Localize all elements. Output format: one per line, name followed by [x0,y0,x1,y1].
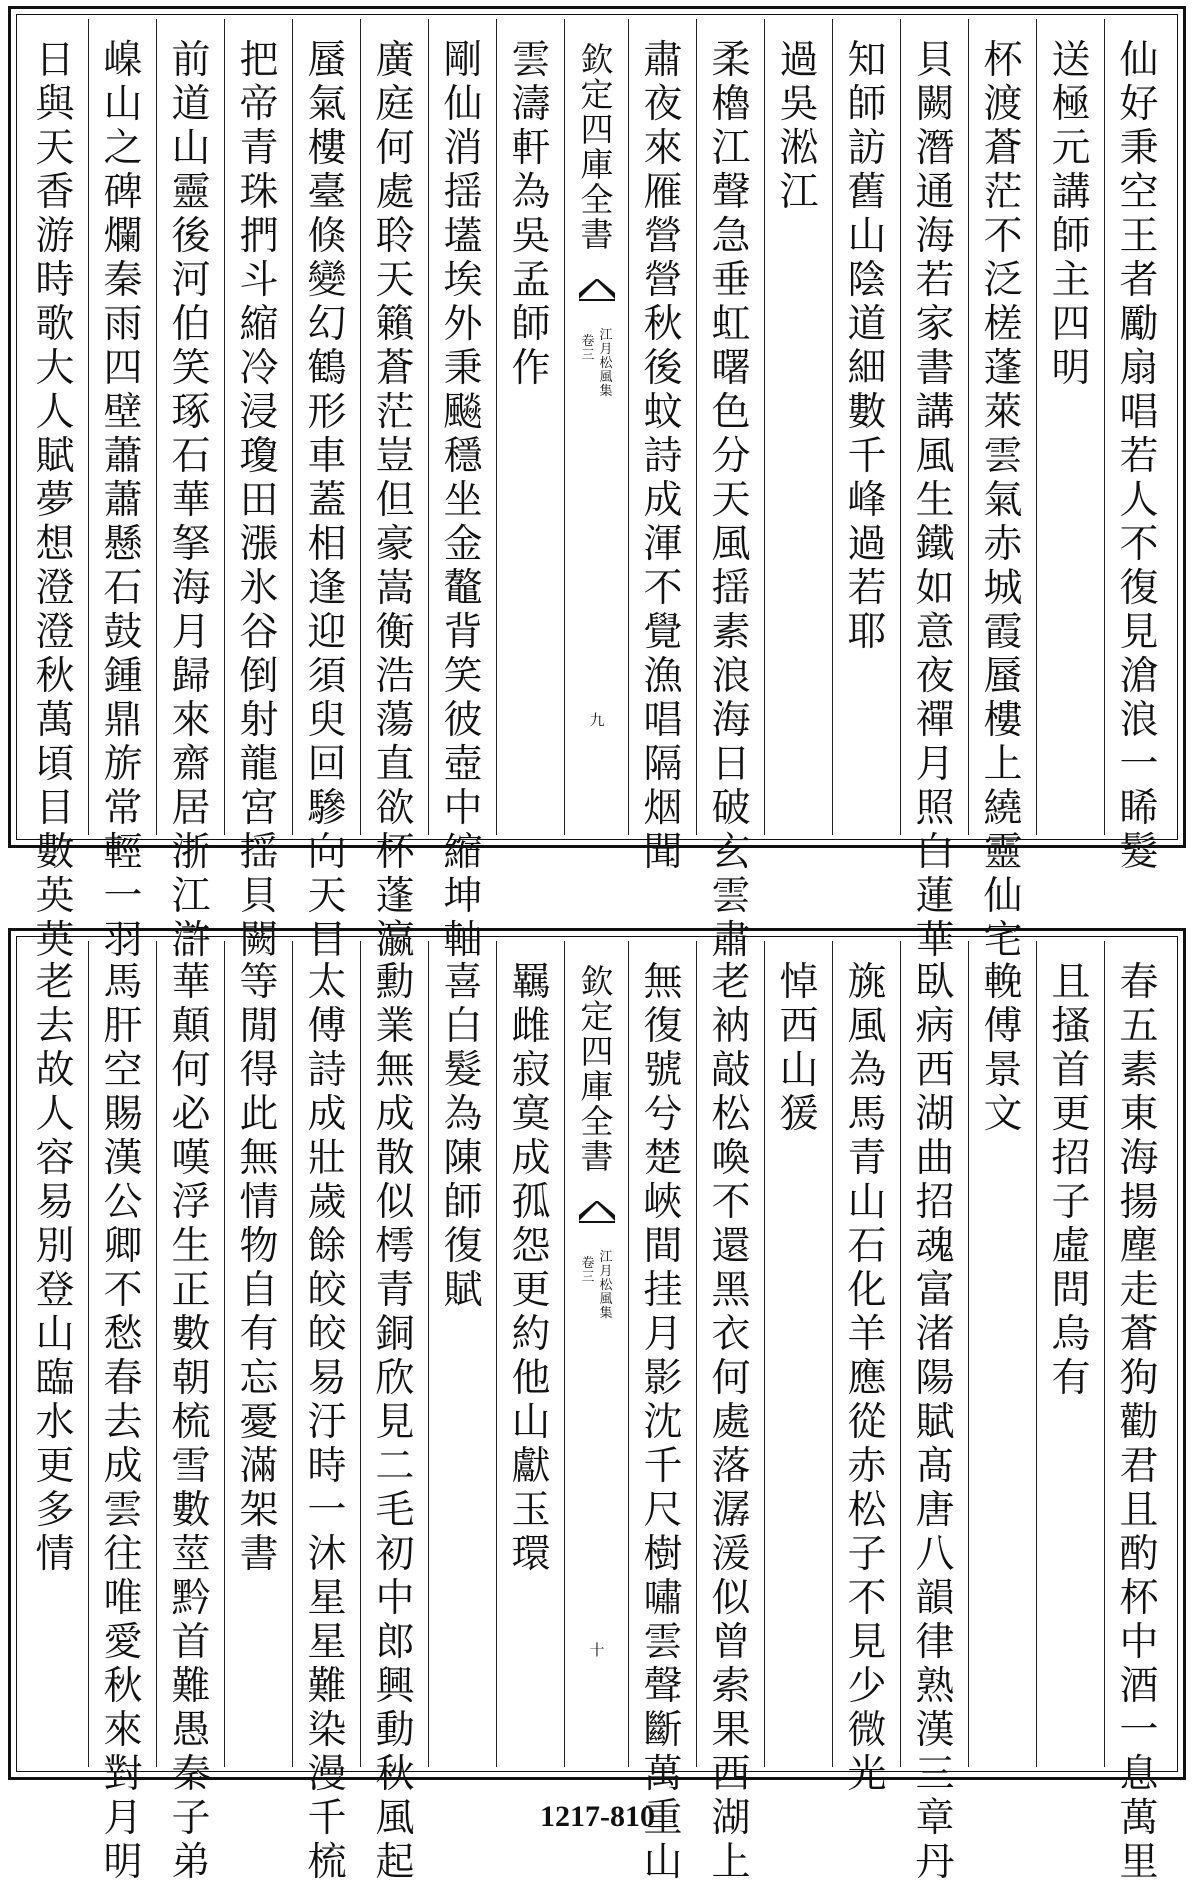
text-column: 太 傅 詩 成 壯 歲 餘 皎 皎 易 汙 時 一 沐 星 星 難 染 漫 千 梳 [307,960,347,1885]
text-column: 喜 白 髮 為 陳 師 復 賦 [443,960,483,1313]
text-column: 知 師 訪 舊 山 陰 道 細 數 千 峰 過 若 耶 [847,38,887,655]
text-column: 嵲 山 之 碑 爛 秦 雨 四 壁 蕭 蕭 懸 石 鼓 鍾 鼎 旂 常 輕 一 羽 [103,38,143,963]
text-column: 剛 仙 消 揺 壒 埃 外 秉 飈 穩 坐 金 鼇 背 笑 彼 壺 中 縮 坤 軸 [443,38,483,963]
center-title: 欽 定 四 庫 全 書 [580,962,614,1176]
text-column: 馬 肝 空 賜 漢 公 卿 不 愁 春 去 成 雲 往 唯 愛 秋 來 對 月 明 [103,960,143,1885]
text-column: 貝 闕 潛 通 海 若 家 書 講 風 生 鐵 如 意 夜 禪 月 照 白 蓮 華 [915,38,955,963]
text-column: 輓 傅 景 文 [983,960,1023,1137]
text-column: 日 與 天 香 游 時 歌 大 人 賦 夢 想 澄 澄 秋 萬 頃 目 數 英 英 [35,38,75,963]
text-column: 勳 業 無 成 散 似 樗 青 銅 欣 見 二 毛 初 中 郎 興 動 秋 風 起 [375,960,415,1885]
text-column: 雲 濤 軒 為 吳 孟 師 作 [511,38,551,391]
text-column: 羈 雌 寂 寞 成 孤 怨 更 約 他 山 獻 玉 環 [511,960,551,1577]
text-column: 過 吳 淞 江 [779,38,819,215]
fish-tail-mark [579,1201,615,1223]
text-column: 等 閒 得 此 無 情 物 自 有 忘 憂 滿 架 書 [239,960,279,1577]
text-column: 悼 西 山 猨 [779,960,819,1137]
text-column: 且 搔 首 更 招 子 虛 問 烏 有 [1051,960,1091,1401]
text-column: 前 道 山 靈 後 河 伯 笑 琢 石 華 拏 海 月 歸 來 齋 居 浙 江 滸 [171,38,211,963]
text-column: 蜃 氣 樓 臺 倏 變 幻 鶴 形 車 蓋 相 逢 迎 須 臾 回 驂 向 天 目 [307,38,347,963]
center-title: 欽 定 四 庫 全 書 [580,40,614,254]
text-column: 仙 好 秉 空 王 者 勵 扇 唱 若 人 不 復 見 滄 浪 一 睎 髮 [1119,38,1159,875]
text-column: 送 極 元 講 師 主 四 明 [1051,38,1091,391]
text-column: 無 復 號 兮 楚 峽 間 挂 月 影 沈 千 尺 樹 嘯 雲 聲 斷 萬 重 山 [643,960,683,1885]
text-column: 老 去 故 人 容 易 別 登 山 臨 水 更 多 情 [35,960,75,1577]
text-column: 杯 渡 蒼 茫 不 泛 槎 蓬 萊 雲 氣 赤 城 霞 蜃 樓 上 繞 靈 仙 宅 [983,38,1023,963]
book-title: 江 月 松 風 集 [599,328,613,399]
center-block [565,29,629,825]
text-column: 春 五 素 東 海 揚 塵 走 蒼 狗 勸 君 且 酌 杯 中 酒 一 息 萬 里 [1119,960,1159,1885]
text-column: 把 帝 青 珠 捫 斗 縮 冷 浸 瓊 田 漲 氷 谷 倒 射 龍 宮 揺 貝 闕 [239,38,279,963]
text-column: 華 顛 何 必 嘆 浮 生 正 數 朝 梳 雪 數 莖 黔 首 難 愚 秦 子 弟 [171,960,211,1885]
fish-tail-mark [579,279,615,301]
text-column: 臥 病 西 湖 曲 招 魂 富 渚 陽 賦 髙 唐 八 韻 律 熟 漢 三 章 丹 [915,960,955,1885]
text-column: 旐 風 為 馬 青 山 石 化 羊 應 從 赤 松 子 不 見 少 微 光 [847,960,887,1797]
text-column: 廣 庭 何 處 聆 天 籟 蒼 茫 豈 但 豪 嵩 衡 浩 蕩 直 欲 杯 蓬 瀛 [375,38,415,963]
juan-label: 卷 三 [581,1256,595,1285]
leaf-number: 九 [589,711,605,729]
text-column: 柔 櫓 江 聲 急 垂 虹 曙 色 分 天 風 揺 素 浪 海 日 破 玄 雲 肅 [711,38,751,963]
juan-label: 卷 三 [581,334,595,363]
text-column: 肅 夜 來 雁 營 營 秋 後 蚊 詩 成 渾 不 覺 漁 唱 隔 烟 聞 [643,38,683,875]
book-page-top [8,6,1186,963]
leaf-number: 十 [589,1641,605,1659]
center-block [565,951,629,1757]
book-title: 江 月 松 風 集 [599,1250,613,1321]
text-column: 老 衲 敲 松 喚 不 還 黑 衣 何 處 落 潺 湲 似 曾 索 果 西 湖 上 [711,960,751,1885]
page-code: 1217-810 [540,1800,655,1833]
